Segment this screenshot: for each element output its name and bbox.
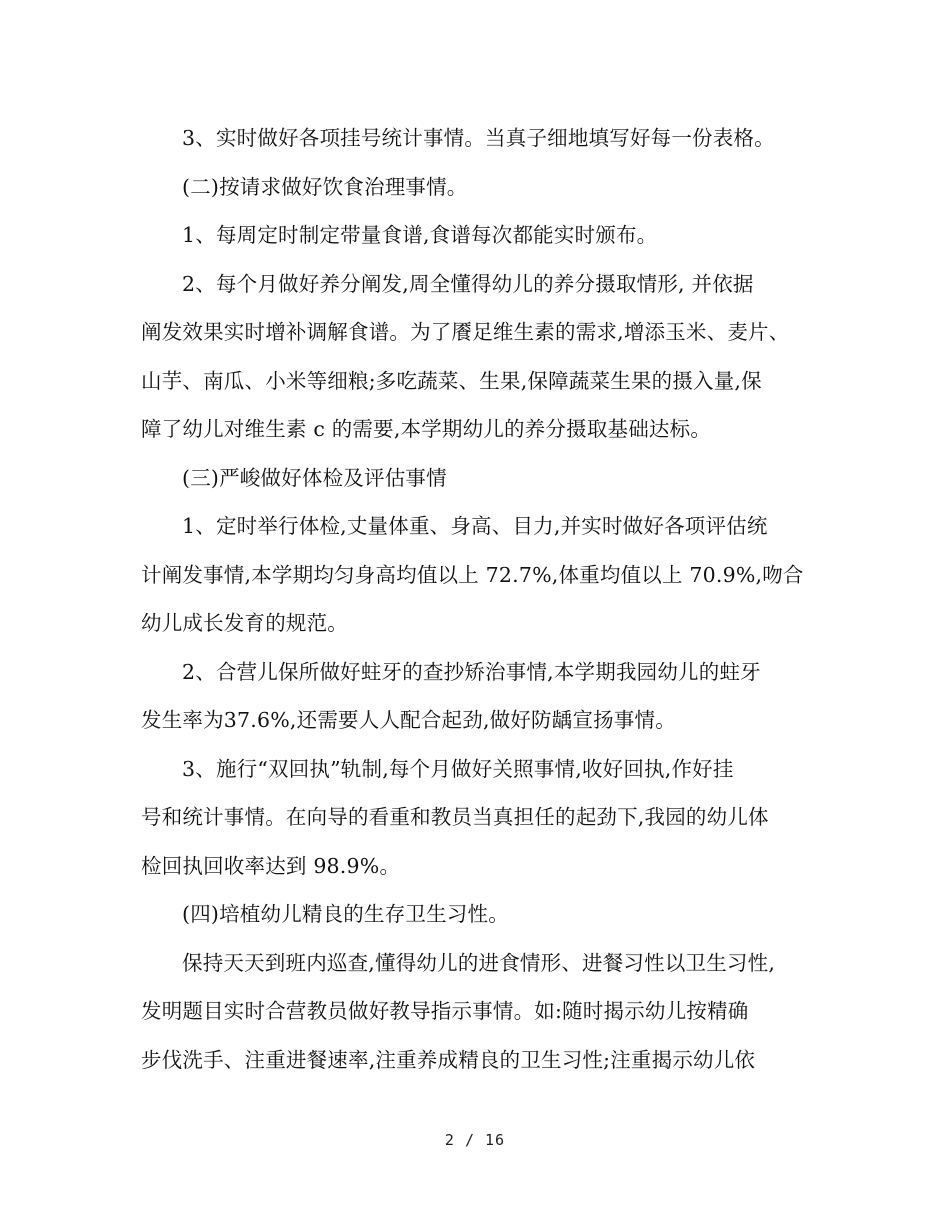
- text-line: 山芋、南瓜、小米等细粮;多吃蔬菜、生果,保障蔬菜生果的摄入量,保: [141, 368, 762, 393]
- text-line: 计阐发事情,本学期均匀身高均值以上 72.7%,体重均值以上 70.9%,吻合: [141, 562, 804, 587]
- page-number: 2 / 16: [444, 1131, 506, 1149]
- text-line: 3、施行“双回执”轨制,每个月做好关照事情,收好回执,作好挂: [182, 756, 734, 781]
- text-line: 1、定时举行体检,丈量体重、身高、目力,并实时做好各项评估统: [182, 514, 768, 538]
- text-line: 保持天天到班内巡查,懂得幼儿的进食情形、进餐习性以卫生习性,: [182, 950, 776, 975]
- text-line: 2、每个月做好养分阐发,周全懂得幼儿的养分摄取情形, 并依据: [182, 271, 754, 296]
- section-heading: (三)严峻做好体检及评估事情: [182, 465, 447, 490]
- text-line: 障了幼儿对维生素 c 的需要,本学期幼儿的养分摄取基础达标。: [141, 417, 712, 441]
- text-line: 3、实时做好各项挂号统计事情。当真子细地填写好每一份表格。: [182, 126, 775, 150]
- text-line: 2、合营儿保所做好蛀牙的查抄矫治事情,本学期我园幼儿的蛀牙: [182, 659, 761, 684]
- text-line: 幼儿成长发育的规范。: [141, 611, 348, 635]
- text-line: 检回执回收率达到 98.9%。: [141, 853, 401, 878]
- document-body: [141, 114, 821, 1084]
- text-line: 步伐洗手、注重进餐速率,注重养成精良的卫生习性;注重揭示幼儿依: [141, 1047, 756, 1072]
- text-line: 阐发效果实时增补调解食谱。为了餍足维生素的需求,增添玉米、麦片、: [141, 320, 790, 344]
- section-heading: (四)培植幼儿精良的生存卫生习性。: [182, 902, 509, 926]
- section-heading: (二)按请求做好饮食治理事情。: [182, 174, 468, 199]
- text-line: 1、每周定时制定带量食谱,食谱每次都能实时颁布。: [182, 223, 658, 247]
- text-line: 发明题目实时合营教员做好教导指示事情。如:随时揭示幼儿按精确: [141, 999, 749, 1023]
- text-line: 号和统计事情。在向导的看重和教员当真担任的起劲下,我园的幼儿体: [141, 805, 769, 829]
- text-line: 发生率为37.6%,还需要人人配合起劲,做好防龋宣扬事情。: [141, 708, 676, 732]
